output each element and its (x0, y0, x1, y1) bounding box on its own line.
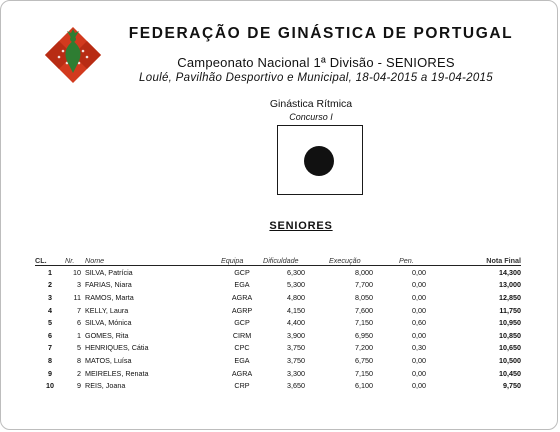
execution-cell: 7,600 (355, 305, 373, 315)
penalty-cell: 0,00 (412, 368, 426, 378)
final-score-cell: 10,650 (499, 343, 521, 353)
column-header-equipa: Equipa (221, 255, 263, 266)
penalty-cell: 0,00 (412, 355, 426, 365)
name-cell: REIS, Joana (85, 381, 126, 391)
table-row (35, 354, 521, 367)
number-cell: 6 (77, 318, 81, 328)
rank-cell: 10 (46, 381, 54, 391)
execution-cell: 6,100 (355, 381, 373, 391)
difficulty-cell: 4,400 (287, 318, 305, 328)
venue-dates: Loulé, Pavilhão Desportivo e Municipal, 18-04-2015 a 19-04-2015 (139, 72, 493, 84)
difficulty-cell: 6,300 (287, 267, 305, 277)
rank-cell: 5 (48, 318, 52, 328)
final-score-cell: 12,850 (499, 292, 521, 302)
difficulty-cell: 3,650 (287, 381, 305, 391)
penalty-cell: 0,00 (412, 305, 426, 315)
difficulty-cell: 5,300 (287, 280, 305, 290)
team-cell: GCP (234, 267, 250, 277)
number-cell: 3 (77, 280, 81, 290)
number-cell: 5 (77, 343, 81, 353)
rank-cell: 6 (48, 330, 52, 340)
team-cell: CPC (234, 343, 250, 353)
name-cell: KELLY, Laura (85, 305, 129, 315)
name-cell: SILVA, Mónica (85, 318, 132, 328)
penalty-cell: 0,00 (412, 330, 426, 340)
table-row (35, 316, 521, 329)
column-header-execucao: Execução (329, 255, 399, 266)
name-cell: RAMOS, Marta (85, 292, 134, 302)
number-cell: 1 (77, 330, 81, 340)
rank-cell: 4 (48, 305, 52, 315)
team-cell: AGRA (231, 368, 253, 378)
execution-cell: 6,750 (355, 355, 373, 365)
final-score-cell: 10,850 (499, 330, 521, 340)
penalty-cell: 0,00 (412, 267, 426, 277)
execution-cell: 8,000 (355, 267, 373, 277)
column-header-nr: Nr. (65, 255, 81, 266)
rank-cell: 9 (48, 368, 52, 378)
final-score-cell: 9,750 (503, 381, 521, 391)
name-cell: FARIAS, Niara (85, 280, 132, 290)
team-cell: EGA (234, 355, 250, 365)
execution-cell: 7,700 (355, 280, 373, 290)
difficulty-cell: 3,300 (287, 368, 305, 378)
name-cell: GOMES, Rita (85, 330, 129, 340)
rank-cell: 2 (48, 280, 52, 290)
apparatus-box (277, 125, 363, 195)
number-cell: 11 (73, 292, 81, 302)
execution-cell: 7,200 (355, 343, 373, 353)
column-header-cl: CL. (35, 255, 65, 266)
execution-cell: 6,950 (355, 330, 373, 340)
difficulty-cell: 3,900 (287, 330, 305, 340)
ball-icon (304, 146, 334, 176)
final-score-cell: 10,950 (499, 318, 521, 328)
table-row (35, 304, 521, 317)
rank-cell: 1 (48, 267, 52, 277)
table-row (35, 279, 521, 292)
penalty-cell: 0,30 (412, 343, 426, 353)
results-table (35, 255, 521, 392)
penalty-cell: 0,00 (412, 292, 426, 302)
column-header-nome: Nome (81, 255, 221, 266)
number-cell: 8 (77, 355, 81, 365)
federation-title: FEDERAÇÃO DE GINÁSTICA DE PORTUGAL (128, 25, 514, 42)
table-row (35, 266, 521, 279)
difficulty-cell: 3,750 (287, 343, 305, 353)
number-cell: 10 (73, 267, 81, 277)
column-header-nota: Nota Final (439, 255, 521, 266)
name-cell: SILVA, Patrícia (85, 267, 133, 277)
team-cell: AGRA (231, 292, 253, 302)
number-cell: 9 (77, 381, 81, 391)
execution-cell: 8,050 (355, 292, 373, 302)
rank-cell: 7 (48, 343, 52, 353)
column-header-pen: Pen. (399, 255, 439, 266)
final-score-cell: 10,500 (499, 355, 521, 365)
table-row (35, 379, 521, 392)
championship-title: Campeonato Nacional 1ª Divisão - SENIORES (177, 55, 455, 70)
section-title: SENIORES (269, 220, 333, 232)
table-row (35, 329, 521, 342)
number-cell: 2 (77, 368, 81, 378)
team-cell: CRP (234, 381, 250, 391)
name-cell: MATOS, Luísa (85, 355, 132, 365)
final-score-cell: 11,750 (499, 305, 521, 315)
contest-label: Concurso I (289, 112, 333, 122)
penalty-cell: 0,00 (412, 280, 426, 290)
rank-cell: 8 (48, 355, 52, 365)
difficulty-cell: 4,150 (287, 305, 305, 315)
final-score-cell: 14,300 (499, 267, 521, 277)
penalty-cell: 0,00 (412, 381, 426, 391)
number-cell: 7 (77, 305, 81, 315)
discipline-label: Ginástica Rítmica (269, 98, 353, 110)
rank-cell: 3 (48, 292, 52, 302)
final-score-cell: 13,000 (499, 280, 521, 290)
team-cell: EGA (234, 280, 250, 290)
penalty-cell: 0,60 (412, 318, 426, 328)
difficulty-cell: 3,750 (287, 355, 305, 365)
table-row (35, 342, 521, 355)
execution-cell: 7,150 (355, 318, 373, 328)
federation-logo-icon (41, 23, 105, 87)
final-score-cell: 10,450 (499, 368, 521, 378)
table-row (35, 367, 521, 380)
team-cell: CIRM (232, 330, 252, 340)
table-row (35, 291, 521, 304)
column-header-dificuldade: Dificuldade (263, 255, 329, 266)
name-cell: MEIRELES, Renata (85, 368, 149, 378)
team-cell: AGRP (231, 305, 253, 315)
team-cell: GCP (234, 318, 250, 328)
execution-cell: 7,150 (355, 368, 373, 378)
table-header-row (35, 255, 521, 266)
name-cell: HENRIQUES, Cátia (85, 343, 149, 353)
difficulty-cell: 4,800 (287, 292, 305, 302)
